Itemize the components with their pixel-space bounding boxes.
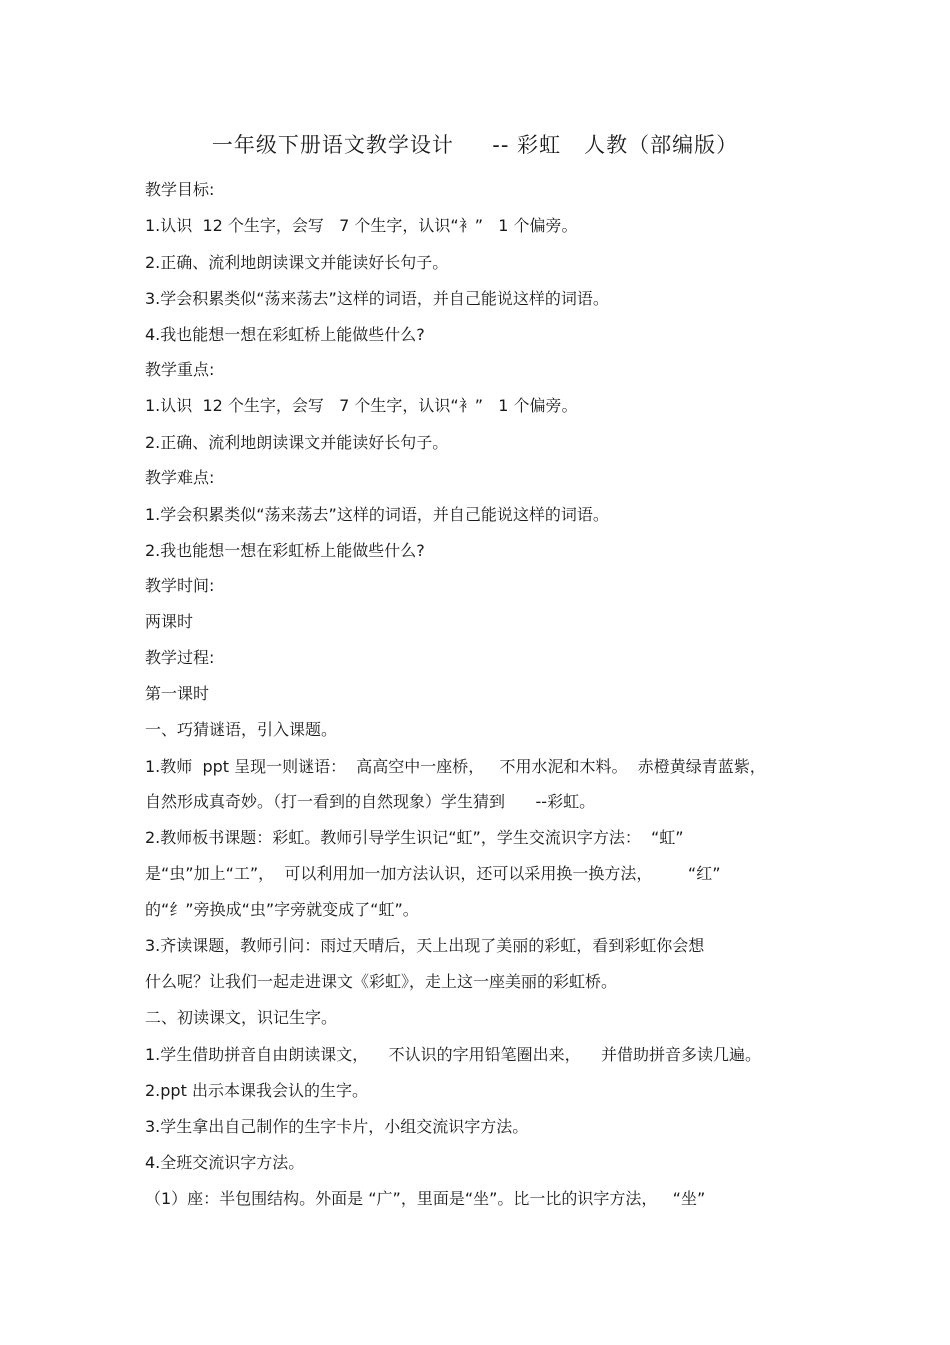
objective-item-1: 1.认识 12 个生字，会写 7 个生字，认识“衤” 1 个偏旁。 xyxy=(145,216,578,235)
paragraph-line: 1.学生借助拼音自由朗读课文， 不认识的字用铅笔圈出来， 并借助拼音多读几遍。 xyxy=(145,1045,761,1064)
paragraph-line: 2.教师板书课题：彩虹。教师引导学生识记“虹”，学生交流识字方法： “虹” xyxy=(145,828,684,847)
paragraph-line: （1）座：半包围结构。外面是 “广”，里面是“坐”。比一比的识字方法， “坐” xyxy=(145,1189,706,1208)
paragraph-line: 的“纟”旁换成“虫”字旁就变成了“虹”。 xyxy=(145,900,419,919)
section-heading-process: 教学过程: xyxy=(145,648,215,667)
section-heading-time: 教学时间: xyxy=(145,576,215,595)
objective-item-4: 4.我也能想一想在彩虹桥上能做些什么? xyxy=(145,325,425,344)
paragraph-line: 是“虫”加上“工”， 可以利用加一加方法认识，还可以采用换一换方法， “红” xyxy=(145,864,721,883)
key-point-item-1: 1.认识 12 个生字，会写 7 个生字，认识“衤” 1 个偏旁。 xyxy=(145,396,578,415)
section-heading-difficulties: 教学难点: xyxy=(145,468,215,487)
section-heading-key-points: 教学重点: xyxy=(145,360,215,379)
difficulty-item-2: 2.我也能想一想在彩虹桥上能做些什么? xyxy=(145,541,425,560)
document-title: 一年级下册语文教学设计 -- 彩虹 人教（部编版） xyxy=(211,133,739,157)
objective-item-3: 3.学会积累类似“荡来荡去”这样的词语，并自己能说这样的词语。 xyxy=(145,289,609,308)
paragraph-line: 3.学生拿出自己制作的生字卡片，小组交流识字方法。 xyxy=(145,1117,529,1136)
step-heading-2: 二、初读课文，识记生字。 xyxy=(145,1008,338,1027)
paragraph-line: 什么呢？让我们一起走进课文《彩虹》，走上这一座美丽的彩虹桥。 xyxy=(145,972,618,991)
section-heading-objectives: 教学目标: xyxy=(145,180,215,199)
paragraph-line: 4.全班交流识字方法。 xyxy=(145,1153,305,1172)
difficulty-item-1: 1.学会积累类似“荡来荡去”这样的词语，并自己能说这样的词语。 xyxy=(145,505,609,524)
time-value: 两课时 xyxy=(145,612,194,631)
paragraph-line: 3.齐读课题，教师引问：雨过天晴后，天上出现了美丽的彩虹，看到彩虹你会想 xyxy=(145,936,705,955)
lesson-one-heading: 第一课时 xyxy=(145,684,210,703)
objective-item-2: 2.正确、流利地朗读课文并能读好长句子。 xyxy=(145,253,449,272)
paragraph-line: 2.ppt 出示本课我会认的生字。 xyxy=(145,1081,368,1100)
step-heading-1: 一、巧猜谜语，引入课题。 xyxy=(145,720,338,739)
paragraph-line: 1.教师 ppt 呈现一则谜语： 高高空中一座桥， 不用水泥和木料。 赤橙黄绿青蓝紫， xyxy=(145,757,766,776)
key-point-item-2: 2.正确、流利地朗读课文并能读好长句子。 xyxy=(145,433,449,452)
paragraph-line: 自然形成真奇妙。（打一看到的自然现象）学生猜到 --彩虹。 xyxy=(145,792,596,811)
